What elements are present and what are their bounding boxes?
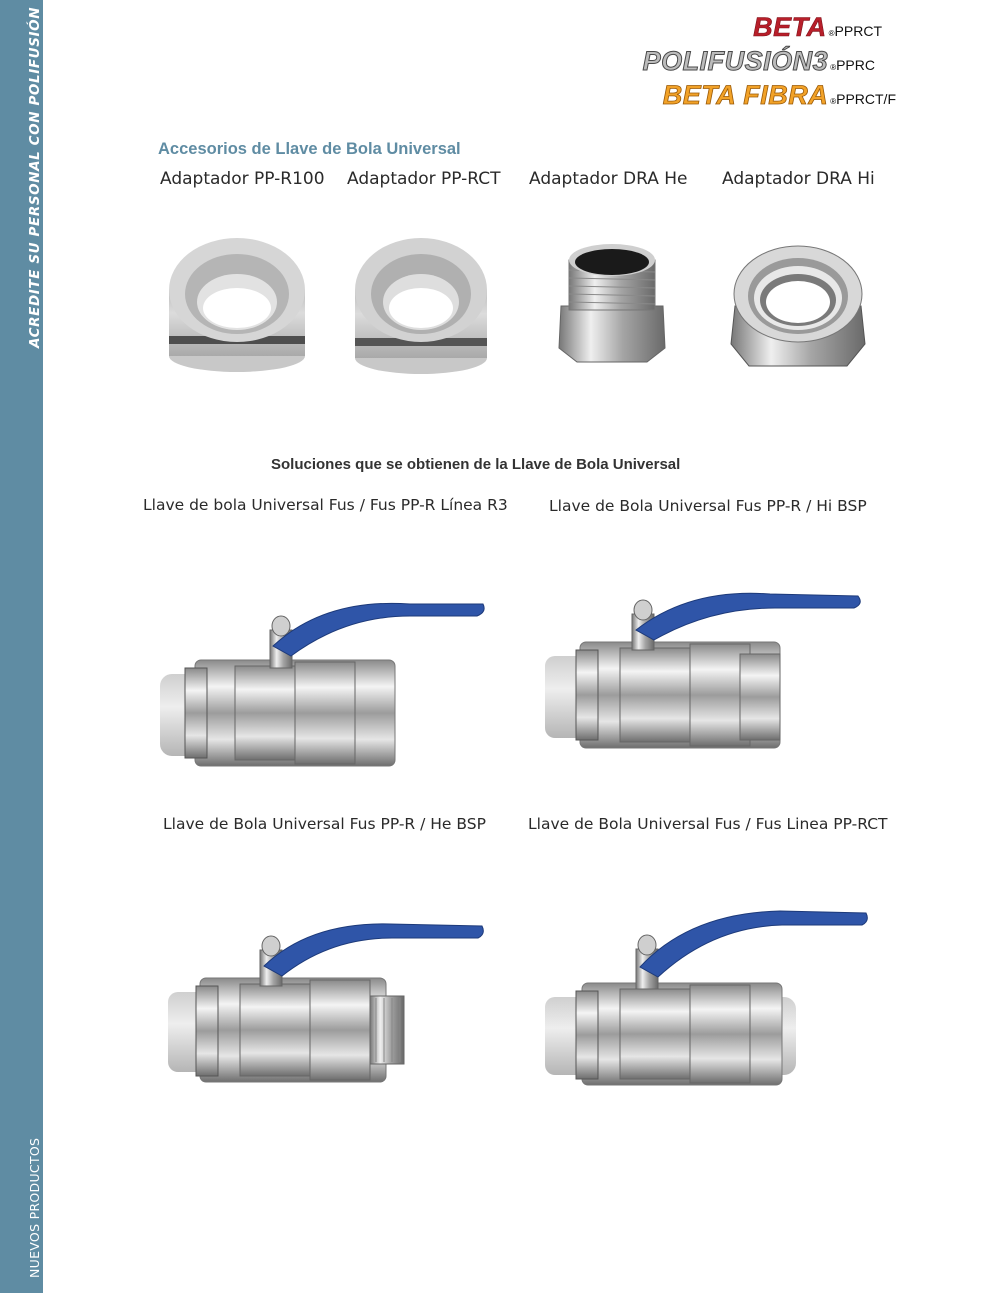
brand-polifusion3-logo <box>643 46 875 77</box>
brand-beta-logo <box>753 12 882 43</box>
metal-female-thread-adapter-icon <box>729 232 867 372</box>
grey-pvc-adapter-ring-icon <box>163 228 311 378</box>
solution-label-fus-fus-r3: Llave de bola Universal Fus / Fus PP-R Línea R3 <box>143 496 508 514</box>
sidebar-slogan: ACREDITE SU PERSONAL CON POLIFUSIÓN <box>27 6 43 348</box>
accessory-label-dra-he: Adaptador DRA He <box>529 169 688 189</box>
brand-name: POLIFUSIÓN3 <box>642 46 829 76</box>
solution-label-fus-fus-pp-rct: Llave de Bola Universal Fus / Fus Linea PP-RCT <box>528 815 888 833</box>
accessories-heading: Accesorios de Llave de Bola Universal <box>158 140 461 158</box>
grey-pvc-adapter-ring-icon <box>351 228 491 380</box>
registered-mark: ® <box>830 63 837 72</box>
brand-name: BETA FIBRA <box>662 80 829 110</box>
ball-valve-blue-handle-icon <box>160 900 490 1090</box>
ball-valve-blue-handle-icon <box>540 905 872 1090</box>
solutions-heading: Soluciones que se obtienen de la Llave de Bola Universal <box>271 456 681 473</box>
sidebar <box>0 0 43 1293</box>
brand-suffix: PPRCT <box>834 23 882 39</box>
accessory-label-pp-r100: Adaptador PP-R100 <box>160 169 325 189</box>
solution-label-fus-he-bsp: Llave de Bola Universal Fus PP-R / He BSP <box>163 815 486 833</box>
accessory-label-pp-rct: Adaptador PP-RCT <box>347 169 501 189</box>
brand-suffix: PPRCT/F <box>836 91 896 107</box>
accessory-label-dra-hi: Adaptador DRA Hi <box>722 169 875 189</box>
brand-name: BETA <box>753 12 827 42</box>
solution-label-fus-hi-bsp: Llave de Bola Universal Fus PP-R / Hi BSP <box>549 497 867 515</box>
ball-valve-blue-handle-icon <box>540 590 870 775</box>
registered-mark: ® <box>828 29 835 38</box>
sidebar-section-label: NUEVOS PRODUCTOS <box>27 1137 42 1278</box>
registered-mark: ® <box>830 97 837 106</box>
brand-suffix: PPRC <box>836 57 875 73</box>
brand-beta-fibra-logo <box>663 80 896 111</box>
metal-male-thread-adapter-icon <box>553 240 671 366</box>
ball-valve-blue-handle-icon <box>155 590 490 775</box>
